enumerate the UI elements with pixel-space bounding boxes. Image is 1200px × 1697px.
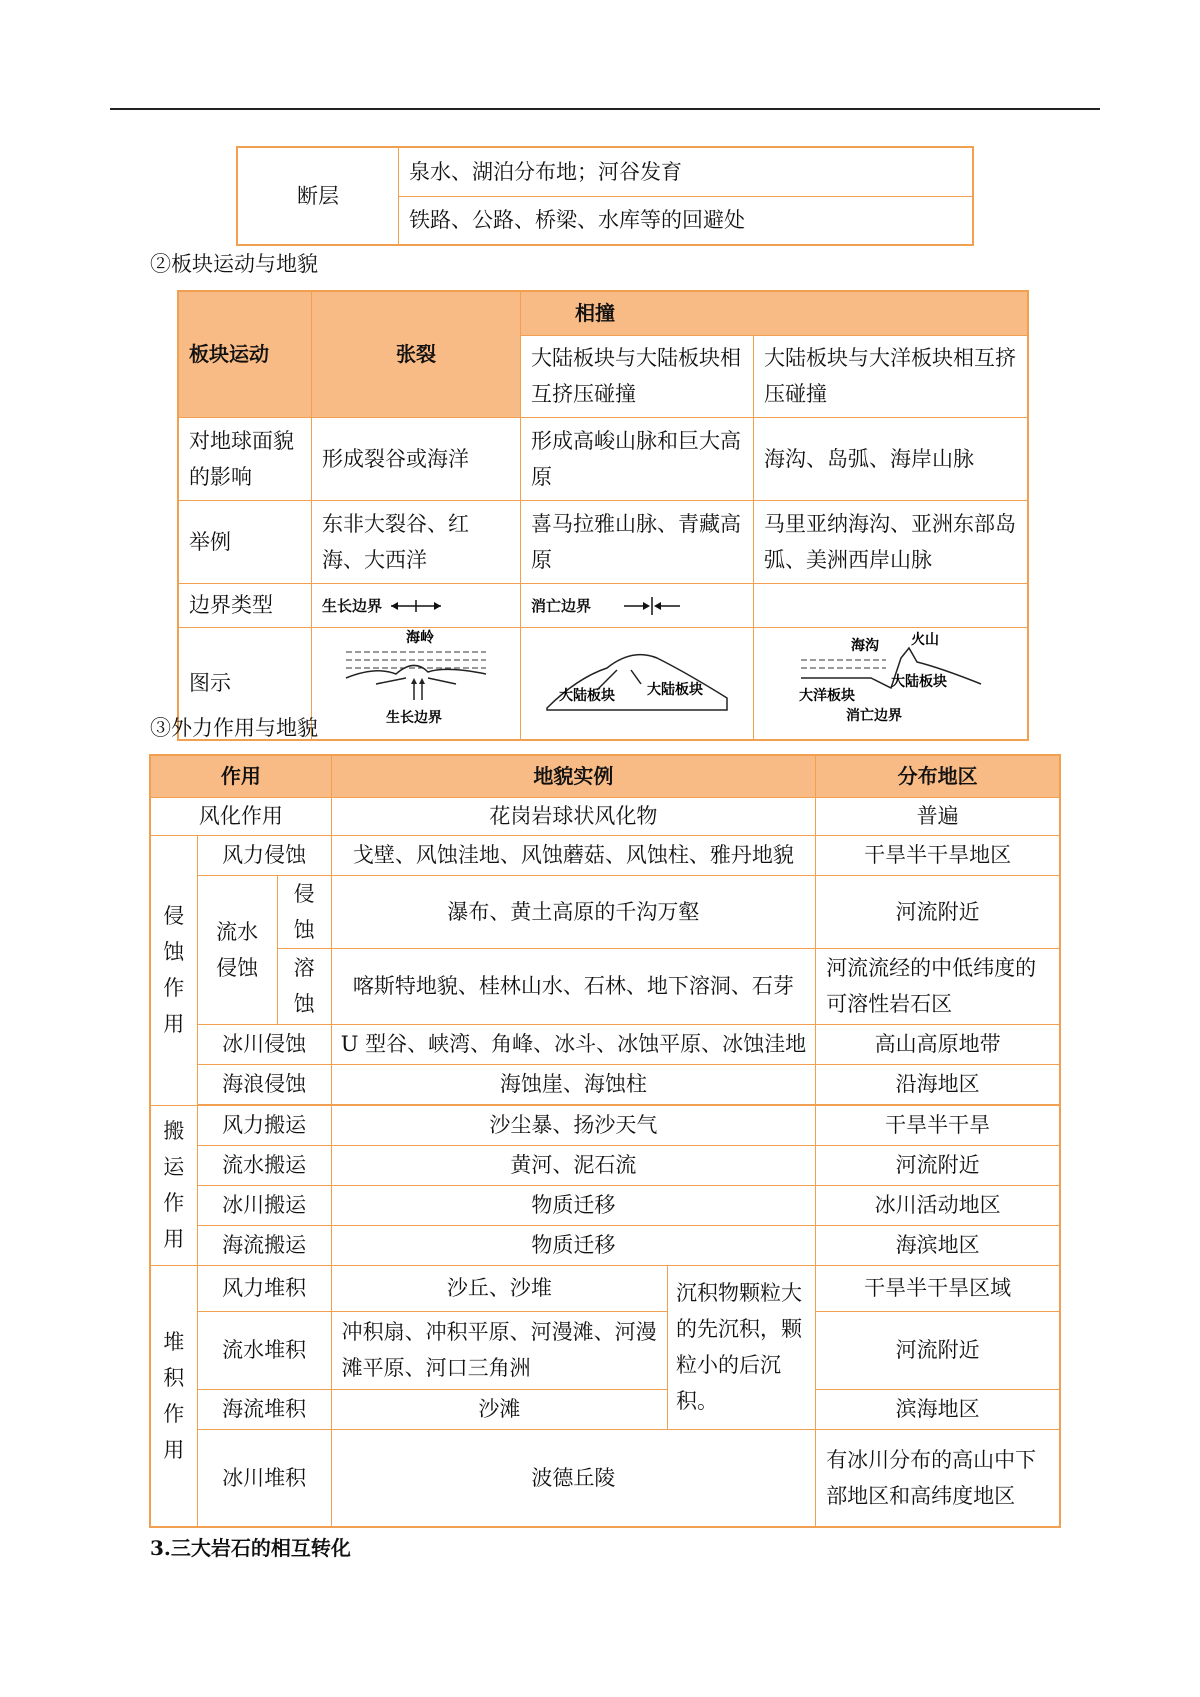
ext-row-example: 花岗岩球状风化物 bbox=[331, 797, 816, 835]
ext-row-area: 海滨地区 bbox=[816, 1225, 1060, 1265]
ext-row-label: 风力侵蚀 bbox=[197, 835, 331, 875]
ext-row-label: 海流搬运 bbox=[197, 1225, 331, 1265]
ext-row-area: 干旱半干旱区域 bbox=[816, 1265, 1060, 1311]
ext-row-label: 冰川搬运 bbox=[197, 1185, 331, 1225]
ext-row-example: 戈壁、风蚀洼地、风蚀蘑菇、风蚀柱、雅丹地貌 bbox=[331, 835, 816, 875]
boundary-subduct-text: 消亡边界 bbox=[531, 597, 592, 615]
external-table bbox=[149, 754, 1061, 1528]
top-rule bbox=[110, 108, 1100, 110]
ext-row-example: 沙丘、沙堆 bbox=[331, 1265, 667, 1311]
plate-header-split: 张裂 bbox=[312, 291, 521, 417]
co-volcano-label: 火山 bbox=[910, 631, 939, 648]
section3-title: 3.三大岩石的相互转化 bbox=[150, 1536, 351, 1560]
plate-row-label: 对地球面貌的影响 bbox=[178, 417, 312, 500]
plate-row-cell: 海沟、岛弧、海岸山脉 bbox=[754, 417, 1029, 500]
ext-row-label: 溶蚀 bbox=[277, 948, 331, 1024]
ext-row-label: 风力堆积 bbox=[197, 1265, 331, 1311]
ext-row-label: 海浪侵蚀 bbox=[197, 1064, 331, 1104]
plate-header-collide: 相撞 bbox=[521, 291, 1029, 335]
ext-row-example: 冲积扇、冲积平原、河漫滩、河漫滩平原、河口三角洲 bbox=[331, 1311, 667, 1389]
ext-row-area: 河流流经的中低纬度的可溶性岩石区 bbox=[816, 948, 1060, 1024]
ext-row-example: 瀑布、黄土高原的千沟万壑 bbox=[331, 875, 816, 948]
boundary-growth bbox=[312, 583, 521, 627]
ext-row-area: 干旱半干旱 bbox=[816, 1105, 1060, 1145]
fault-label: 断层 bbox=[237, 147, 399, 245]
ext-row-area: 冰川活动地区 bbox=[816, 1185, 1060, 1225]
ext-row-label: 海流堆积 bbox=[197, 1389, 331, 1429]
cc-label-left: 大陆板块 bbox=[559, 687, 615, 704]
ext-row-area: 河流附近 bbox=[816, 875, 1060, 948]
ext-row-area: 河流附近 bbox=[816, 1311, 1060, 1389]
ext-row-area: 滨海地区 bbox=[816, 1389, 1060, 1429]
plate-table bbox=[177, 290, 1029, 741]
ext-row-label: 侵蚀 bbox=[277, 875, 331, 948]
boundary-growth-text: 生长边界 bbox=[322, 597, 383, 615]
deposition-note: 沉积物颗粒大的先沉积，颗粒小的后沉积。 bbox=[668, 1265, 816, 1429]
co-land-label: 大陆板块 bbox=[890, 673, 947, 690]
ext-row-area: 沿海地区 bbox=[816, 1064, 1060, 1104]
ext-row-example: 沙尘暴、扬沙天气 bbox=[331, 1105, 816, 1145]
rift-top-label: 海岭 bbox=[406, 629, 434, 646]
ext-row-area: 高山高原地带 bbox=[816, 1024, 1060, 1064]
ext-row-label: 冰川堆积 bbox=[197, 1429, 331, 1527]
ext-row-example: 海蚀崖、海蚀柱 bbox=[331, 1064, 816, 1104]
ext-row-example: 波德丘陵 bbox=[331, 1429, 816, 1527]
co-ocean-label: 大洋板块 bbox=[798, 687, 855, 704]
plate-caption: ②板块运动与地貌 bbox=[150, 252, 318, 276]
co-bottom-label: 消亡边界 bbox=[845, 707, 902, 724]
ext-row-area: 普遍 bbox=[816, 797, 1060, 835]
ext-row-area: 干旱半干旱地区 bbox=[816, 835, 1060, 875]
fault-table bbox=[236, 146, 974, 246]
boundary-empty bbox=[754, 583, 1029, 627]
ext-row-label: 流水堆积 bbox=[197, 1311, 331, 1389]
ext-row-label: 流水搬运 bbox=[197, 1145, 331, 1185]
transport-group-label: 搬运作用 bbox=[150, 1105, 197, 1265]
plate-header-co: 大陆板块与大洋板块相互挤压碰撞 bbox=[754, 335, 1029, 417]
ext-header-action: 作用 bbox=[150, 755, 331, 797]
ext-row-example: 黄河、泥石流 bbox=[331, 1145, 816, 1185]
diverge-arrows-icon bbox=[389, 599, 443, 613]
deposition-group-label: 堆积作用 bbox=[150, 1265, 197, 1527]
continental-collision-diagram bbox=[537, 628, 737, 728]
plate-row-cell: 东非大裂谷、红海、大西洋 bbox=[312, 500, 521, 583]
plate-header-cc: 大陆板块与大陆板块相互挤压碰撞 bbox=[521, 335, 754, 417]
plate-header-motion: 板块运动 bbox=[178, 291, 312, 417]
ext-header-example: 地貌实例 bbox=[331, 755, 816, 797]
plate-row-label: 举例 bbox=[178, 500, 312, 583]
ext-row-area: 河流附近 bbox=[816, 1145, 1060, 1185]
plate-row-cell: 形成裂谷或海洋 bbox=[312, 417, 521, 500]
ext-header-area: 分布地区 bbox=[816, 755, 1060, 797]
plate-row-cell: 形成高峻山脉和巨大高原 bbox=[521, 417, 754, 500]
ext-row-label: 风力搬运 bbox=[197, 1105, 331, 1145]
co-trench-label: 海沟 bbox=[850, 637, 879, 654]
diagram-rift-cell bbox=[312, 627, 521, 740]
ext-row-area: 有冰川分布的高山中下部地区和高纬度地区 bbox=[816, 1429, 1060, 1527]
ext-row-example: 物质迁移 bbox=[331, 1185, 816, 1225]
fault-row-2: 铁路、公路、桥梁、水库等的回避处 bbox=[399, 196, 974, 245]
water-erosion-group-label: 流水侵蚀 bbox=[197, 875, 277, 1024]
plate-row-cell: 喜马拉雅山脉、青藏高原 bbox=[521, 500, 754, 583]
fault-row-1: 泉水、湖泊分布地；河谷发育 bbox=[399, 147, 974, 196]
subduction-diagram bbox=[791, 628, 991, 728]
cc-label-right: 大陆板块 bbox=[647, 681, 703, 698]
diagram-cc-cell bbox=[521, 627, 754, 740]
diagram-co-cell bbox=[754, 627, 1029, 740]
plate-row-cell: 马里亚纳海沟、亚洲东部岛弧、美洲西岸山脉 bbox=[754, 500, 1029, 583]
erosion-group-label: 侵蚀作用 bbox=[150, 835, 197, 1105]
ext-row-label: 风化作用 bbox=[150, 797, 331, 835]
external-caption: ③外力作用与地貌 bbox=[150, 716, 318, 740]
ext-row-example: 物质迁移 bbox=[331, 1225, 816, 1265]
ext-row-example: 沙滩 bbox=[331, 1389, 667, 1429]
converge-arrows-icon bbox=[622, 596, 682, 616]
boundary-label: 边界类型 bbox=[178, 583, 312, 627]
ext-row-example: U 型谷、峡湾、角峰、冰斗、冰蚀平原、冰蚀洼地 bbox=[331, 1024, 816, 1064]
diagram-label: 图示 bbox=[178, 627, 312, 740]
rift-bottom-label: 生长边界 bbox=[386, 709, 442, 726]
ext-row-label: 冰川侵蚀 bbox=[197, 1024, 331, 1064]
rift-diagram bbox=[336, 628, 496, 728]
ext-row-example: 喀斯特地貌、桂林山水、石林、地下溶洞、石芽 bbox=[331, 948, 816, 1024]
boundary-subduct bbox=[521, 583, 754, 627]
